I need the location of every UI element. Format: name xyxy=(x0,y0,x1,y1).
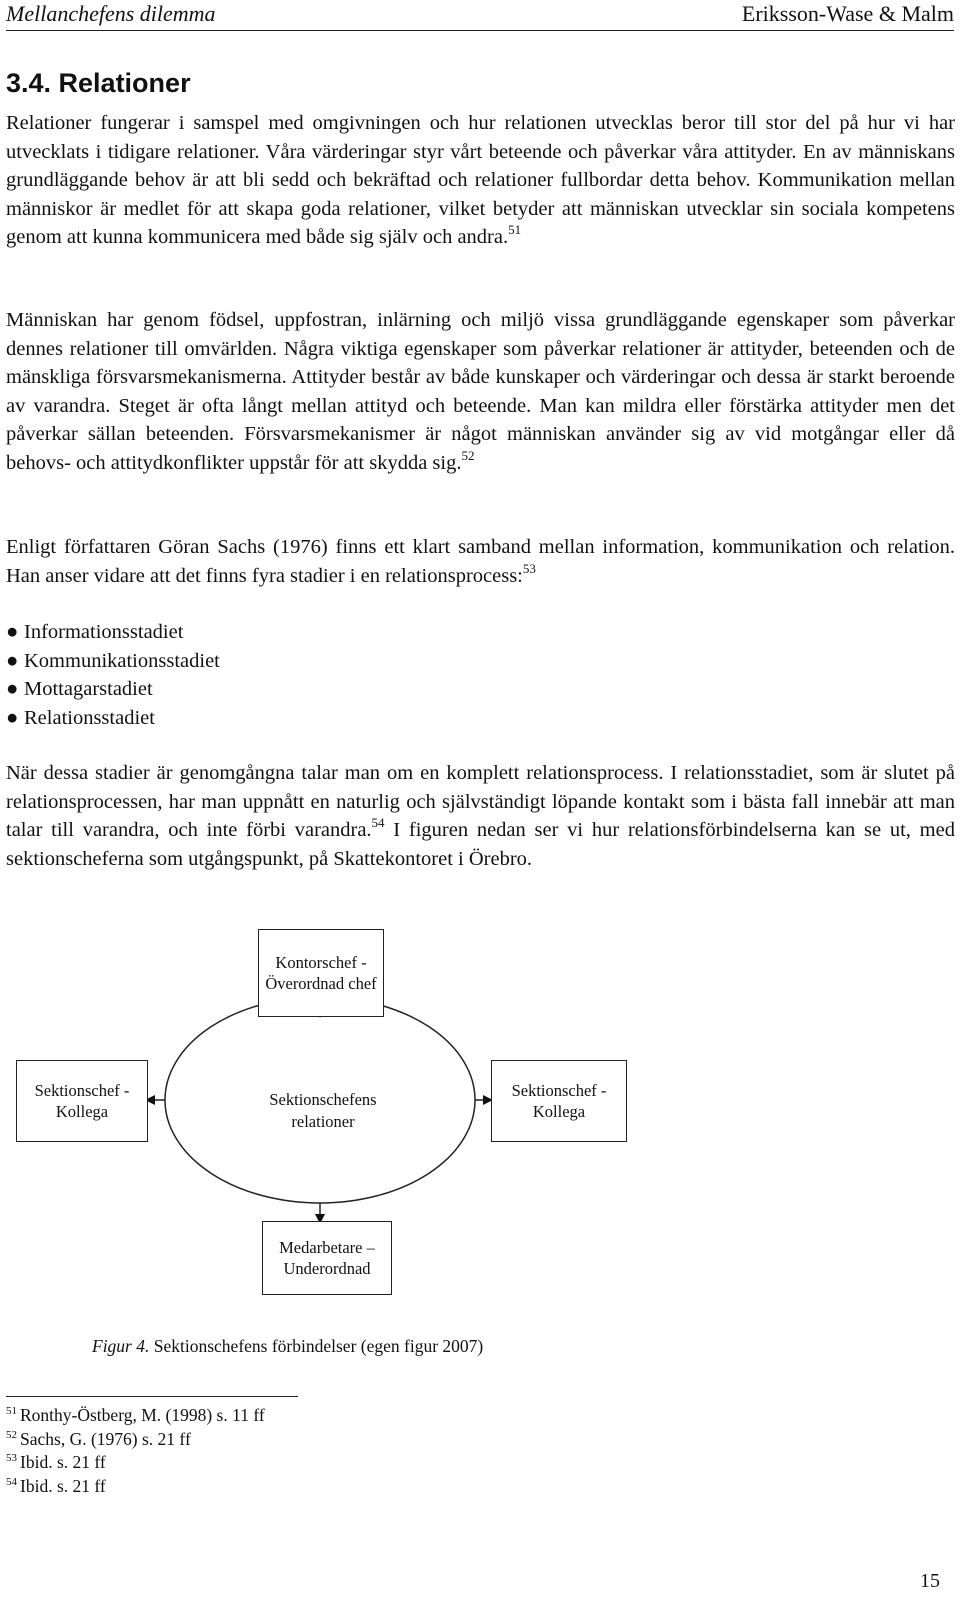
stage-label: Mottagarstadiet xyxy=(24,678,153,701)
list-item xyxy=(6,675,220,704)
box-colleague-right xyxy=(491,1060,627,1142)
center-label: Sektionschefens relationer xyxy=(269,1090,377,1131)
footnote-number: 54 xyxy=(6,1475,17,1488)
caption-text: Sektionschefens förbindelser (egen figur 2007) xyxy=(149,1336,484,1356)
footnote-text: Ibid. s. 21 ff xyxy=(20,1452,106,1473)
footnote-text: Ronthy-Östberg, M. (1998) s. 11 ff xyxy=(20,1405,265,1425)
section-heading: 3.4. Relationer xyxy=(6,68,191,98)
relationship-diagram xyxy=(0,920,960,1340)
footnote-number: 51 xyxy=(6,1405,17,1417)
footnotes xyxy=(6,1404,265,1498)
figure-caption xyxy=(92,1336,483,1357)
list-item xyxy=(6,647,220,676)
paragraph-1-text: Relationer fungerar i samspel med omgivningen och hur relationen utvecklas beror till stor del på hur vi har utvecklats i tidigare relationer. Våra värderingar styr vårt beteende och påverkar våra attityder. En av människans grundläggande behov är att bli sedd och bekräftad och relationer fullbordar detta behov. Kommunikation mellan människor är medlet för att skapa goda relationer, vilket betyder att människan utvecklar sin sociala kompetens genom att kunna kommunicera med både sig själv och andra. xyxy=(6,112,955,249)
footnote-item xyxy=(6,1451,265,1475)
footnote-ref-52: 52 xyxy=(461,447,475,463)
figure-number: Figur 4. xyxy=(92,1336,150,1356)
footnote-text: Ibid. s. 21 ff xyxy=(20,1475,106,1496)
footnote-item xyxy=(6,1428,265,1452)
header-title: Mellanchefens dilemma xyxy=(6,1,216,26)
bullet-icon: ● xyxy=(6,649,19,672)
box-colleague-right-label: Sektionschef - Kollega xyxy=(511,1081,607,1121)
running-header xyxy=(6,0,954,31)
box-colleague-left-label: Sektionschef - Kollega xyxy=(34,1081,130,1121)
footnote-text: Sachs, G. (1976) s. 21 ff xyxy=(20,1428,191,1449)
box-colleague-left xyxy=(16,1060,148,1142)
stage-label: Kommunikationsstadiet xyxy=(24,649,220,672)
footnote-ref-53: 53 xyxy=(522,560,536,576)
paragraph-2-text: Människan har genom födsel, uppfostran, inlärning och miljö vissa grundläggande egenskaper som påverkar dennes relationer till omvärlden. Några viktiga egenskaper som påverkar relationer är attityder, beteenden och de mänskliga försvarsmekanismerna. Attityder består av både kunskaper och värderingar och dessa är starkt beroende av varandra. Steget är ofta långt mellan attityd och beteende. Man kan mildra eller förstärka attityder men det påverkar sällan beteenden. Försvarsmekanismer är något människan använder sig av vid motgångar eller då behovs- och attitydkonflikter uppstår för att skydda sig. xyxy=(6,309,955,474)
box-office-manager xyxy=(258,929,384,1017)
box-office-manager-label: Kontorschef - Överordnad chef xyxy=(265,953,377,993)
bullet-icon: ● xyxy=(6,621,19,643)
footnote-item xyxy=(6,1475,265,1499)
paragraph-4-text: När dessa stadier är genomgångna talar man om en komplett relationsprocess. I relationsstadiet, som är slutet på relationsprocessen, har man uppnått en naturlig och självständigt löpande kontakt som i bästa fall innebär att man talar till varandra, och inte förbi varandra. xyxy=(6,762,955,842)
bullet-icon: ● xyxy=(6,678,19,701)
box-subordinate-label: Medarbetare – Underordnad xyxy=(279,1238,375,1278)
list-item xyxy=(6,618,220,647)
stage-list xyxy=(6,618,220,732)
paragraph-4-continuation: I figuren nedan ser vi hur relationsförbindelserna kan se ut, med sektionscheferna som utgångspunkt, på Skattekontoret i Örebro. xyxy=(6,819,955,870)
paragraph-3 xyxy=(6,533,955,590)
box-subordinate xyxy=(262,1221,392,1295)
page-number: 15 xyxy=(920,1570,940,1592)
footnote-divider xyxy=(6,1396,298,1397)
stage-label: Relationsstadiet xyxy=(24,706,155,729)
footnote-number: 52 xyxy=(6,1428,17,1441)
header-authors: Eriksson-Wase & Malm xyxy=(741,1,954,26)
list-item xyxy=(6,704,220,733)
footnote-number: 53 xyxy=(6,1452,17,1465)
paragraph-2 xyxy=(6,306,955,478)
footnote-item xyxy=(6,1404,265,1428)
paragraph-3-text: Enligt författaren Göran Sachs (1976) finns ett klart samband mellan information, kommunikation och relation. Han anser vidare att det finns fyra stadier i en relationsprocess: xyxy=(6,536,955,587)
bullet-icon: ● xyxy=(6,706,19,729)
footnote-ref-54: 54 xyxy=(371,815,385,831)
stage-label: Informationsstadiet xyxy=(24,621,184,643)
paragraph-4 xyxy=(6,759,955,873)
paragraph-1 xyxy=(6,109,955,252)
footnote-ref-51: 51 xyxy=(508,222,522,238)
